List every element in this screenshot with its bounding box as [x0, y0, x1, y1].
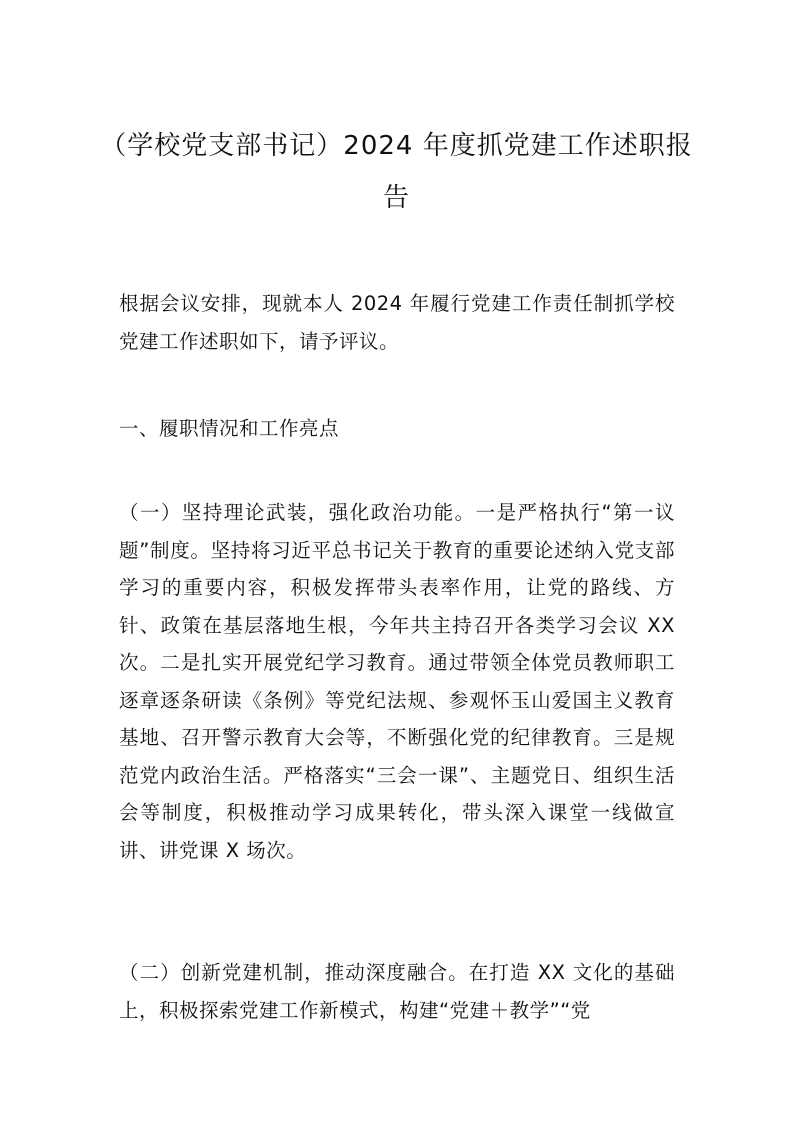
section-heading-text: 一、履职情况和工作亮点 — [119, 417, 340, 440]
section-heading — [119, 410, 675, 448]
paragraph-1-text: （一）坚持理论武装，强化政治功能。一是严格执行“第一议题”制度。坚持将习近平总书记关于教育的重要论述纳入党支部学习的重要内容，积极发挥带头表率作用，让党的路线、方针、政策在基层落地生根，今年共主持召开各类学习会议 XX 次。二是扎实开展党纪学习教育。通过带领全体党员教师职工逐章逐条研读《条例》等党纪法规、参观怀玉山爱国主义教育基地、召开警示教育大会等，不断强化党的纪律教育。三是规范党内政治生活。严格落实“三会一课”、主题党日、组织生活会等制度，积极推动学习成果转化，带头深入课堂一线做宣讲、讲党课 X 场次。 — [119, 501, 675, 862]
paragraph-2-text: （二）创新党建机制，推动深度融合。在打造 XX 文化的基础上，积极探索党建工作新模式，构建“党建＋教学”“党 — [119, 961, 675, 1022]
intro-text: 根据会议安排，现就本人 2024 年履行党建工作责任制抓学校党建工作述职如下，请予评议。 — [119, 292, 675, 353]
body-paragraph-1 — [119, 494, 675, 869]
document-title: （学校党支部书记）2024 年度抓党建工作述职报告 — [100, 131, 693, 213]
intro-paragraph — [119, 285, 675, 360]
body-paragraph-2 — [119, 954, 675, 1029]
